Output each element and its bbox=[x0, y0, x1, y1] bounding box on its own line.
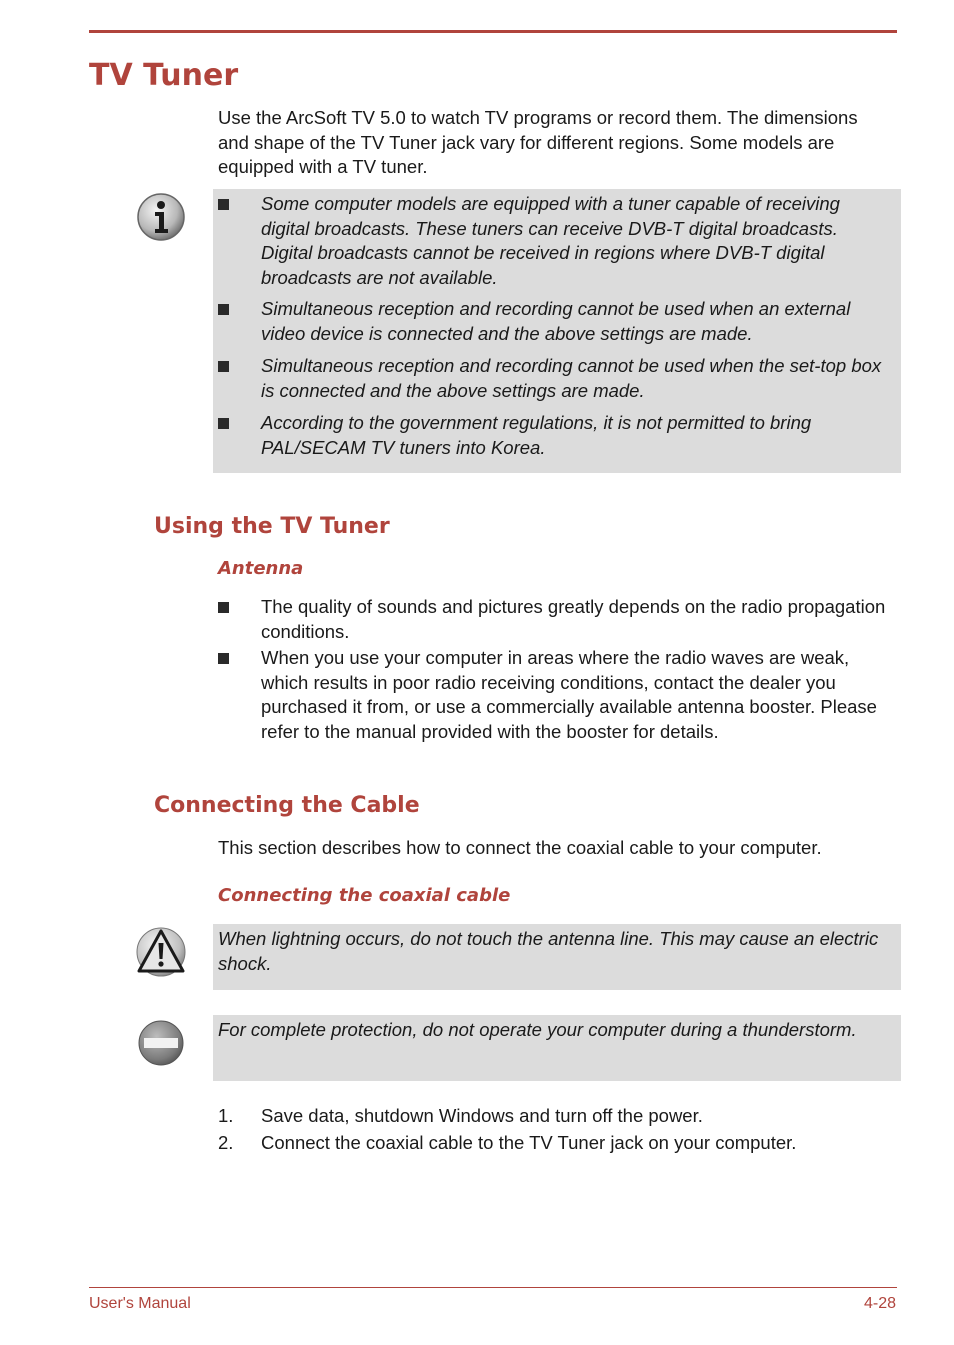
footer-rule bbox=[89, 1287, 897, 1288]
intro-paragraph: Use the ArcSoft TV 5.0 to watch TV programs or record them. The dimensions and shape of the TV Tuner jack vary for different regions. Some models are equipped with a TV tuner. bbox=[218, 107, 858, 177]
top-rule bbox=[89, 30, 897, 33]
page-number: 4-28 bbox=[863, 1295, 896, 1312]
step-number: 1. bbox=[218, 1105, 234, 1126]
warning-text: When lightning occurs, do not touch the antenna line. This may cause an electric shock. bbox=[218, 928, 879, 974]
list-item: The quality of sounds and pictures greatly depends on the radio propagation conditions. bbox=[261, 596, 886, 642]
list-item: When you use your computer in areas where the radio waves are weak, which results in poor radio receiving conditions, contact the dealer you purchased it from, or use a commercially available antenna booster. Please refer to the manual provided with the booster for details. bbox=[261, 647, 877, 742]
bullet-marker bbox=[218, 199, 229, 210]
bullet-marker bbox=[218, 361, 229, 372]
bullet-marker bbox=[218, 304, 229, 315]
step-number: 2. bbox=[218, 1132, 234, 1153]
subheading-coaxial: Connecting the coaxial cable bbox=[218, 885, 511, 906]
info-note-item: Simultaneous reception and recording cannot be used when the set-top box is connected and the above settings are made. bbox=[261, 355, 882, 401]
warning-icon bbox=[134, 925, 188, 979]
info-note-item: According to the government regulations, it is not permitted to bring PAL/SECAM TV tuners into Korea. bbox=[261, 412, 812, 458]
step-text: Connect the coaxial cable to the TV Tuner jack on your computer. bbox=[261, 1132, 797, 1153]
cable-description: This section describes how to connect the coaxial cable to your computer. bbox=[218, 837, 822, 858]
info-icon bbox=[134, 190, 188, 244]
bullet-marker bbox=[218, 602, 229, 613]
prohibited-icon bbox=[134, 1016, 188, 1070]
caution-text: For complete protection, do not operate your computer during a thunderstorm. bbox=[218, 1019, 857, 1040]
page-title: TV Tuner bbox=[89, 58, 239, 93]
footer-title: User's Manual bbox=[89, 1295, 191, 1312]
bullet-marker bbox=[218, 653, 229, 664]
section-heading-using: Using the TV Tuner bbox=[154, 514, 390, 539]
subheading-antenna: Antenna bbox=[218, 558, 304, 579]
info-note-item: Simultaneous reception and recording cannot be used when an external video device is connected and the above settings are made. bbox=[261, 298, 851, 344]
step-text: Save data, shutdown Windows and turn off the power. bbox=[261, 1105, 703, 1126]
info-note-item: Some computer models are equipped with a tuner capable of receiving digital broadcasts. These tuners can receive DVB-T digital broadcasts. Digital broadcasts cannot be received in regions where DVB-T digital broadcasts are not available. bbox=[261, 193, 840, 288]
section-heading-cable: Connecting the Cable bbox=[154, 793, 420, 818]
bullet-marker bbox=[218, 418, 229, 429]
